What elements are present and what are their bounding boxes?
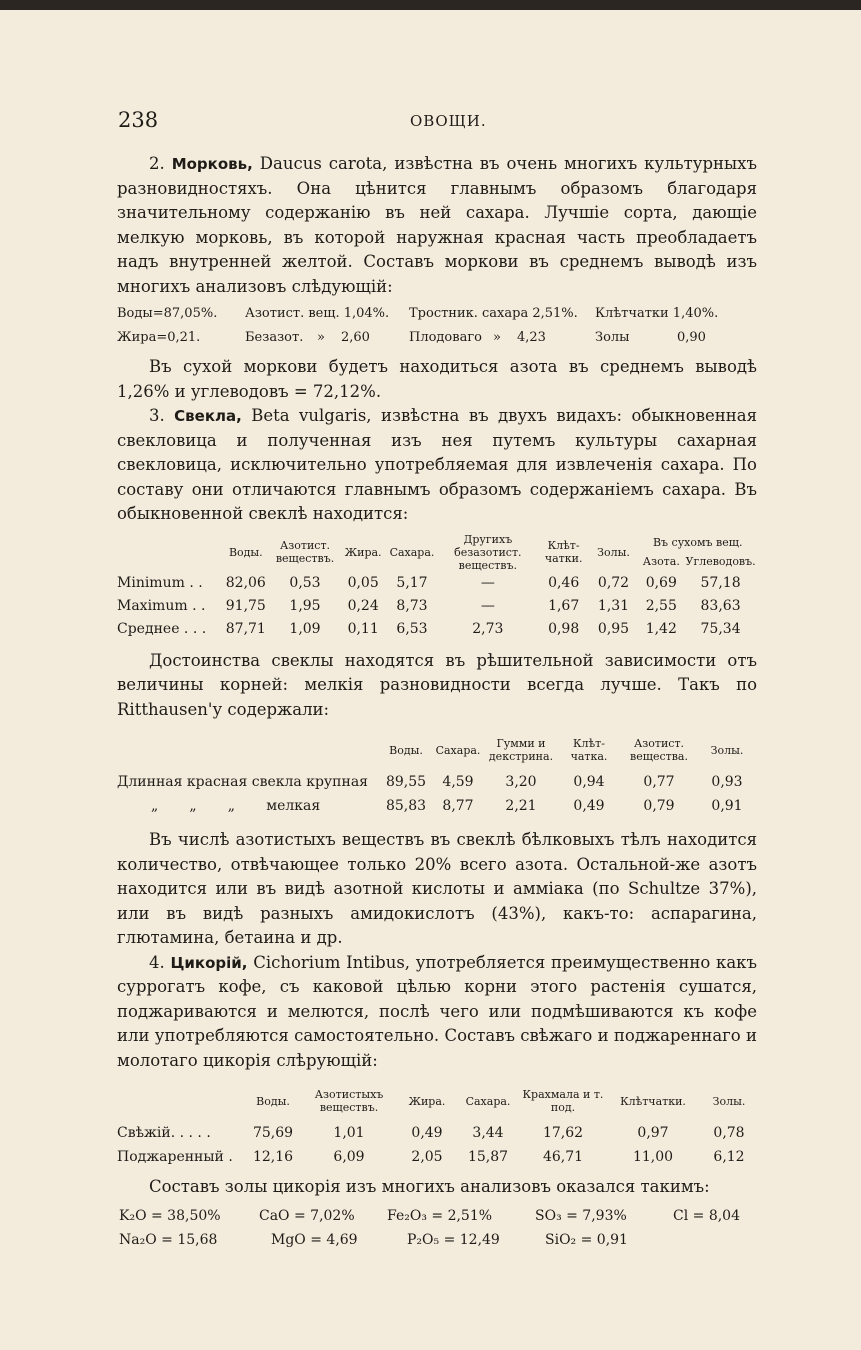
table-cell: 87,71 — [225, 621, 266, 637]
table-cell: 11,00 — [632, 1149, 674, 1165]
table-cell: 3,20 — [505, 774, 537, 790]
table-cell: 0,93 — [711, 774, 743, 790]
header-cell: Крахмала и т. под. — [522, 1088, 604, 1114]
chicory-heading: Цикорій, — [170, 953, 248, 972]
row-label: Свѣжій. . . . . — [117, 1125, 211, 1141]
ash-formula-row-2 — [117, 1228, 757, 1252]
table-header-row — [117, 1081, 757, 1121]
table-cell: 2,21 — [505, 798, 537, 814]
analysis-cell: Плодоваго — [409, 330, 482, 345]
carrot-analysis-row-1 — [117, 303, 757, 325]
table-cell: 6,12 — [713, 1149, 745, 1165]
table-cell: 0,49 — [573, 798, 605, 814]
ash-formula: MgO = 4,69 — [271, 1231, 358, 1248]
table-cell: 46,71 — [542, 1149, 584, 1165]
book-page — [0, 10, 861, 1350]
table-cell: 15,87 — [467, 1149, 509, 1165]
beet-table-1 — [117, 533, 757, 641]
analysis-cell: Жира=0,21. — [117, 330, 201, 345]
page-body — [117, 152, 757, 1252]
table-cell: — — [480, 598, 495, 614]
header-cell: Сахара. — [435, 743, 481, 757]
table-cell: 1,01 — [333, 1125, 365, 1141]
table-header-row — [117, 533, 757, 553]
chicory-table — [117, 1081, 757, 1169]
beet-section-number: 3. — [149, 406, 165, 425]
carrot-paragraph — [117, 152, 757, 299]
table-cell: 4,59 — [442, 774, 474, 790]
carrot-heading: Морковь, — [171, 155, 253, 173]
table-cell: 0,53 — [289, 575, 321, 591]
header-cell: Жира. — [408, 1094, 446, 1108]
header-cell: Воды. — [256, 1094, 290, 1108]
table-cell: 75,69 — [252, 1125, 294, 1141]
header-cell: Сахара. — [465, 1094, 511, 1108]
header-cell — [117, 533, 221, 572]
analysis-cell: 4,23 — [517, 330, 546, 345]
table-cell: 0,98 — [548, 621, 580, 637]
row-label: Поджаренный . — [117, 1149, 233, 1165]
ash-formula-row-1 — [117, 1204, 757, 1228]
header-cell: Азотист. вещества. — [630, 737, 688, 763]
table-cell: 8,73 — [396, 598, 428, 614]
chicory-ash-paragraph: Составъ золы цикорія изъ многихъ анализовъ оказался такимъ: — [149, 1177, 710, 1196]
running-title: ОВОЩИ. — [410, 112, 487, 130]
table-cell: 85,83 — [385, 798, 427, 814]
table-cell: 17,62 — [542, 1125, 584, 1141]
header-cell: Другихъ безазотист. веществъ. — [454, 532, 522, 572]
table-cell: 0,11 — [347, 621, 379, 637]
chicory-paragraph — [117, 951, 757, 1074]
header-cell: Клѣтчатки. — [620, 1094, 686, 1108]
ash-formula: SO₃ = 7,93% — [535, 1207, 627, 1224]
table-cell: 0,79 — [643, 798, 675, 814]
header-cell: Жира. — [344, 545, 382, 559]
header-cell: Азотистыхъ веществъ. — [314, 1088, 384, 1114]
analysis-cell: Воды=87,05%. — [117, 306, 218, 321]
analysis-cell: 2,60 — [341, 330, 370, 345]
table-cell: 0,78 — [713, 1125, 745, 1141]
table-cell: 91,75 — [225, 598, 266, 614]
table-cell: 6,53 — [396, 621, 428, 637]
header-cell — [117, 730, 381, 770]
chicory-text: Cichorium Intibus, употребляется преимущественно какъ суррогатъ кофе, съ каковой цѣлью корни этого растенія сушатся, поджариваются и мелются, послѣ чего или подмѣшиваются къ кофе или употребляются самостоятельно. Составъ свѣжаго и поджареннаго и молотаго цикорія слѣрующій: — [117, 952, 757, 1070]
table-row — [117, 595, 757, 618]
table-cell: 5,17 — [396, 575, 428, 591]
beet-heading: Свекла, — [174, 407, 242, 425]
ash-formula: K₂O = 38,50% — [119, 1207, 221, 1224]
table-row — [117, 572, 757, 595]
header-cell: Гумми и декстрина. — [488, 737, 554, 763]
carrot-section-number: 2. — [149, 154, 165, 173]
beet-paragraph-2: Достоинства свеклы находятся въ рѣшительной зависимости отъ величины корней: мелкія разновидности всегда лучше. Такъ по Ritthausen'у содержали: — [117, 650, 757, 719]
table-cell: 12,16 — [252, 1149, 294, 1165]
table-cell: 0,97 — [637, 1125, 669, 1141]
analysis-cell: Золы — [595, 330, 630, 345]
header-cell: Азотист. веществъ. — [275, 539, 335, 565]
page-number: 238 — [118, 108, 159, 132]
table-row — [117, 1145, 757, 1169]
analysis-cell: Азотист. вещ. 1,04%. — [245, 306, 390, 321]
table-cell: 2,73 — [472, 621, 504, 637]
table-cell: 2,05 — [411, 1149, 443, 1165]
beet-text: Beta vulgaris, извѣстна въ двухъ видахъ: обыкновенная свекловица и полученная изъ нея путемъ культуры сахарная свекловица, исключительно употребляемая для извлеченія сахара. По составу они отличаются главнымъ образомъ содержаніемъ сахара. Въ обыкновенной свеклѣ находится: — [117, 406, 757, 523]
ash-formula: Fe₂O₃ = 2,51% — [387, 1207, 493, 1224]
table-cell: 75,34 — [700, 621, 741, 637]
carrot-analysis-row-2 — [117, 327, 757, 349]
header-cell: Клѣт-чатки. — [544, 539, 583, 565]
table-row — [117, 1121, 757, 1145]
chicory-section-number: 4. — [149, 952, 165, 972]
table-cell: 89,55 — [385, 774, 427, 790]
analysis-cell: 0,90 — [677, 330, 706, 345]
analysis-cell: » — [317, 330, 325, 345]
table-cell: 1,31 — [597, 598, 630, 614]
ash-formula: CaO = 7,02% — [259, 1207, 355, 1224]
header-cell: Золы. — [597, 545, 630, 559]
table-cell: 0,69 — [645, 575, 677, 591]
table-cell: 1,67 — [548, 598, 580, 614]
table-cell: 1,42 — [645, 621, 677, 637]
ash-formula: SiO₂ = 0,91 — [545, 1231, 628, 1248]
header-cell — [117, 1081, 247, 1121]
carrot-text: Daucus carota, извѣстна въ очень многихъ культурныхъ разновидностяхъ. Она цѣнится главнымъ образомъ благодаря значительному содержанію въ ней сахара. Лучшіе сорта, дающіе мелкую морковь, въ которой наружная красная часть преобладаетъ надъ внутренней желтой. Составъ моркови въ среднемъ выводѣ изъ многихъ анализовъ слѣдующій: — [117, 154, 757, 296]
table-cell: 3,44 — [472, 1125, 504, 1141]
row-label: „ „ „ мелкая — [151, 798, 321, 814]
table-cell: 1,09 — [289, 621, 321, 637]
row-label: Среднее . . . — [117, 621, 207, 637]
header-cell: Сахара. — [389, 545, 435, 559]
table-cell: 0,72 — [597, 575, 630, 591]
table-cell: 1,95 — [289, 598, 321, 614]
table-row — [117, 618, 757, 641]
table-row — [117, 794, 757, 818]
table-cell: 57,18 — [700, 575, 741, 591]
header-cell: Углеводовъ. — [685, 555, 756, 569]
beet-paragraph-3: Въ числѣ азотистыхъ веществъ въ свеклѣ бѣлковыхъ тѣлъ находится количество, отвѣчающее только 20% всего азота. Остальной-же азотъ находится или въ видѣ азотной кислоты и амміака (по Schultze 37%), или въ видѣ разныхъ амидокислотъ (43%), какъ-то: аспарагина, глютамина, бетаина и др. — [117, 830, 757, 947]
header-cell: Воды. — [228, 545, 263, 559]
table-cell: 8,77 — [442, 798, 474, 814]
header-cell: Золы. — [712, 1094, 746, 1108]
ash-formula: P₂O₅ = 12,49 — [407, 1231, 500, 1248]
table-cell: 0,46 — [548, 575, 580, 591]
row-label: Maximum . . — [117, 598, 206, 614]
analysis-cell: Клѣтчатки 1,40%. — [595, 306, 719, 321]
beet-table-2 — [117, 730, 757, 818]
ash-formula: Na₂O = 15,68 — [119, 1231, 218, 1248]
beet-paragraph — [117, 404, 757, 527]
header-cell: Золы. — [710, 743, 744, 757]
table-cell: 83,63 — [700, 598, 741, 614]
table-cell: 6,09 — [333, 1149, 365, 1165]
row-label: Длинная красная свекла крупная — [117, 774, 368, 790]
table-cell: 0,24 — [347, 598, 379, 614]
scan-top-edge — [0, 0, 861, 10]
analysis-cell: Тростник. сахара 2,51%. — [409, 306, 578, 321]
analysis-cell: Безазот. — [245, 330, 304, 345]
header-cell: Воды. — [389, 743, 423, 757]
table-cell: — — [480, 575, 495, 591]
table-cell: 2,55 — [645, 598, 677, 614]
table-header-row — [117, 730, 757, 770]
header-cell: Клѣт-чатка. — [570, 737, 608, 763]
table-cell: 0,49 — [411, 1125, 443, 1141]
carrot-dry-paragraph: Въ сухой моркови будетъ находиться азота въ среднемъ выводѣ 1,26% и углеводовъ = 72,12%. — [117, 357, 757, 401]
header-cell: Азота. — [642, 555, 680, 569]
analysis-cell: » — [493, 330, 501, 345]
table-cell: 0,05 — [347, 575, 379, 591]
table-cell: 0,94 — [573, 774, 605, 790]
table-cell: 0,77 — [643, 774, 675, 790]
table-row — [117, 770, 757, 794]
ash-formula: Cl = 8,04 — [673, 1207, 740, 1224]
running-head — [118, 108, 758, 138]
table-cell: 0,91 — [711, 798, 743, 814]
group-header-cell: Въ сухомъ вещ. — [652, 535, 743, 549]
table-cell: 0,95 — [597, 621, 630, 637]
row-label: Minimum . . — [117, 575, 203, 591]
table-cell: 82,06 — [225, 575, 266, 591]
